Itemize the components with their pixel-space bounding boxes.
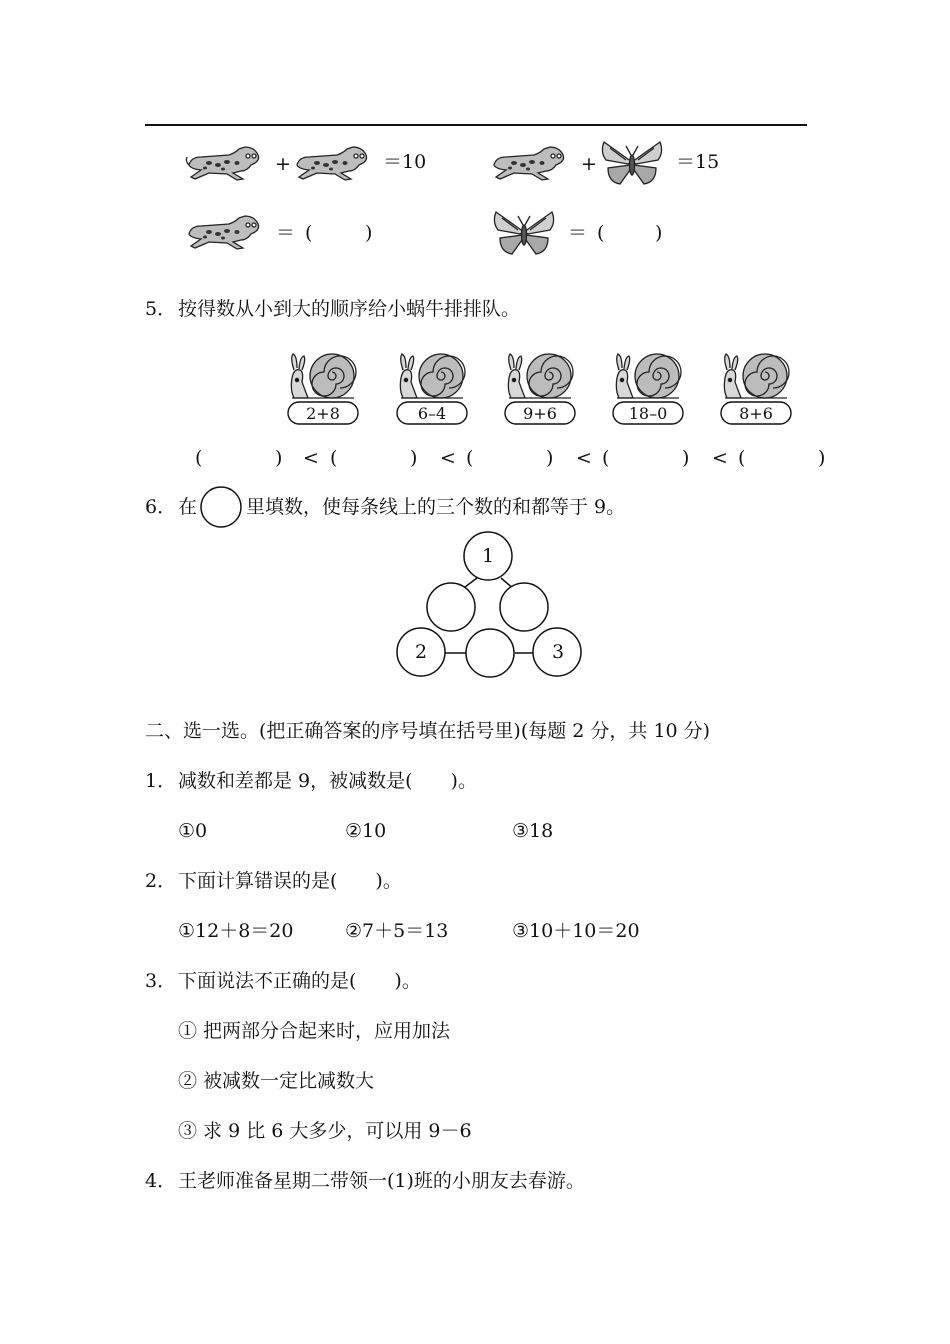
question-text: 按得数从小到大的顺序给小蜗牛排排队。 bbox=[178, 298, 521, 320]
question-text-before: 在 bbox=[178, 496, 198, 518]
order-paren: ( bbox=[738, 447, 746, 469]
answer-open-paren: ( bbox=[597, 222, 605, 244]
snail-icon bbox=[284, 350, 364, 430]
snail-icon bbox=[609, 350, 689, 430]
order-paren: ) bbox=[410, 447, 418, 469]
snail-expression: 2+8 bbox=[306, 404, 340, 423]
option: ③10＋10＝20 bbox=[512, 920, 640, 942]
order-paren: ) bbox=[818, 447, 826, 469]
option: ③18 bbox=[512, 820, 554, 842]
option: ①0 bbox=[178, 820, 208, 842]
node-bottom-right-label: 3 bbox=[552, 641, 565, 663]
order-paren: ) bbox=[682, 447, 690, 469]
section-title: 二、选一选。(把正确答案的序号填在括号里)(每题 2 分，共 10 分) bbox=[145, 720, 711, 742]
node-top-label: 1 bbox=[482, 545, 495, 567]
node-bottom-left-label: 2 bbox=[415, 641, 428, 663]
question-text: 下面计算错误的是( )。 bbox=[178, 870, 402, 892]
answer-close-paren: ) bbox=[365, 222, 373, 244]
order-paren: ) bbox=[275, 447, 283, 469]
option: ② 被减数一定比减数大 bbox=[178, 1070, 375, 1092]
equals-sign: ＝ bbox=[276, 222, 296, 244]
question-number: 4． bbox=[145, 1170, 177, 1192]
snail-expression: 6–4 bbox=[417, 404, 447, 423]
question-number: 3． bbox=[145, 970, 177, 992]
snail-expression: 18–0 bbox=[628, 404, 668, 423]
node-bottom-mid bbox=[466, 629, 514, 677]
option: ③ 求 9 比 6 大多少，可以用 9－6 bbox=[178, 1120, 472, 1142]
question-text: 下面说法不正确的是( )。 bbox=[178, 970, 421, 992]
order-paren: ( bbox=[602, 447, 610, 469]
snail-icon bbox=[717, 350, 797, 430]
question-text-after: 里填数，使每条线上的三个数的和都等于 9。 bbox=[246, 496, 626, 518]
less-than-sign: < bbox=[712, 447, 728, 469]
option: ①12＋8＝20 bbox=[178, 920, 294, 942]
order-paren: ( bbox=[466, 447, 474, 469]
question-text: 减数和差都是 9，被减数是( )。 bbox=[178, 770, 477, 792]
less-than-sign: < bbox=[576, 447, 592, 469]
question-number: 2． bbox=[145, 870, 177, 892]
snail-expression: 9+6 bbox=[523, 404, 557, 423]
less-than-sign: < bbox=[440, 447, 456, 469]
order-paren: ( bbox=[195, 447, 203, 469]
answer-close-paren: ) bbox=[655, 222, 663, 244]
snails-illustration bbox=[0, 0, 950, 440]
option: ②10 bbox=[345, 820, 387, 842]
question-number: 6． bbox=[145, 496, 177, 518]
question-number: 5． bbox=[145, 298, 177, 320]
node-mid-left bbox=[427, 583, 475, 631]
circle-icon bbox=[199, 485, 243, 529]
snail-icon bbox=[501, 350, 581, 430]
order-paren: ) bbox=[546, 447, 554, 469]
equals-sign: ＝ bbox=[568, 222, 588, 244]
less-than-sign: < bbox=[303, 447, 319, 469]
plus-sign: + bbox=[581, 153, 597, 175]
equation-result: ＝10 bbox=[383, 151, 427, 173]
option: ① 把两部分合起来时，应用加法 bbox=[178, 1020, 451, 1042]
node-mid-right bbox=[500, 583, 548, 631]
question-number: 1． bbox=[145, 770, 177, 792]
equation-result: ＝15 bbox=[676, 151, 720, 173]
question-text: 王老师准备星期二带领一(1)班的小朋友去春游。 bbox=[178, 1170, 585, 1192]
plus-sign: + bbox=[275, 153, 291, 175]
answer-open-paren: ( bbox=[305, 222, 313, 244]
order-paren: ( bbox=[330, 447, 338, 469]
option: ②7＋5＝13 bbox=[345, 920, 449, 942]
snail-icon bbox=[393, 350, 473, 430]
snail-expression: 8+6 bbox=[739, 404, 773, 423]
